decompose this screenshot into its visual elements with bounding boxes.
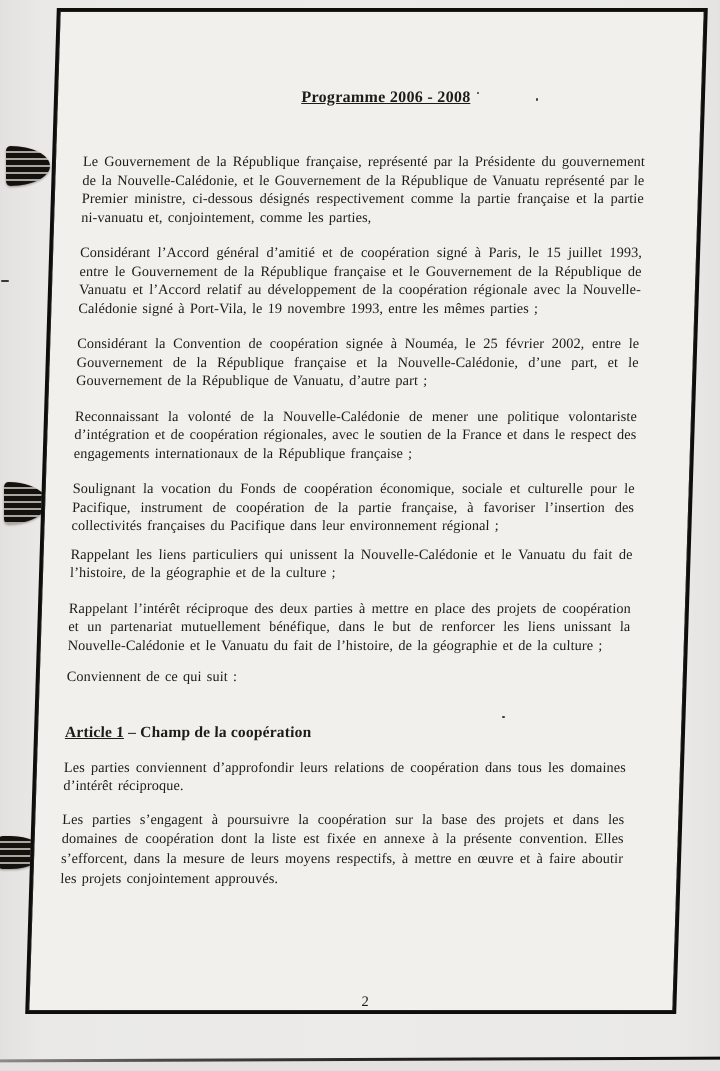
article-paragraph: Les parties conviennent d’approfondir leurs relations de coopération dans tous les domaines d’intérêt réciproque. bbox=[63, 759, 627, 794]
preamble-paragraph: Considérant l’Accord général d’amitié et de coopération signé à Paris, le 15 juillet 1993, entre le Gouvernement de la République française et le Gouvernement de la République de Vanuatu et l’Accord relatif au développement de la coopération régionale avec la Nouvelle-Calédonie signé à Port-Vila, le 19 novembre 1993, entre les mêmes parties ; bbox=[78, 245, 643, 317]
scan-speck bbox=[477, 92, 479, 94]
article-1-heading bbox=[65, 723, 628, 743]
preamble-paragraph: Rappelant l’intérêt réciproque des deux parties à mettre en place des projets de coopération et un partenariat mutuellement bénéfique, dans le but de renforcer les liens unissant la Nouvelle-Calédonie et le Vanuatu du fait de l’histoire, de la géographie et de la culture ; bbox=[67, 600, 632, 654]
preamble-paragraph: Le Gouvernement de la République française, représenté par la Présidente du gouvernement de la Nouvelle-Calédonie, et le Gouvernement de la République de Vanuatu représenté par le Premier ministre, ci-dessous désignés respectivement comme la partie française et la partie ni-vanuatu et, conjointement, comme les parties, bbox=[80, 154, 646, 226]
preamble-paragraph: Considérant la Convention de coopération signée à Nouméa, le 25 février 2002, entre le Gouvernement de la République française et la Nouvelle-Calédonie, d’une part, et le Gouvernement de la République de Vanuatu, d’autre part ; bbox=[75, 336, 640, 389]
preamble-paragraph: Reconnaissant la volonté de la Nouvelle-Calédonie de mener une politique volontariste d’intégration et de coopération régionales, avec le soutien de la France et dans le respect des engagements internationaux de la République française ; bbox=[73, 408, 638, 462]
article-1-title: – Champ de la coopération bbox=[123, 723, 312, 741]
article-paragraph: Les parties s’engagent à poursuivre la coopération sur la base des projets et dans les domaines de coopération dont la liste est fixée en annexe à la présente convention. Elles s’efforcent, dans la mesure de leurs moyens respectifs, à mettre en œuvre et à faire aboutir les projets conjointement approuvés. bbox=[60, 811, 625, 887]
preamble-paragraph: Conviennent de ce qui suit : bbox=[66, 669, 238, 685]
scan-speck bbox=[1, 280, 9, 282]
scan-speck bbox=[536, 98, 538, 101]
binding-clip-icon bbox=[6, 146, 50, 186]
article-1-label: Article 1 bbox=[64, 723, 125, 741]
preamble-paragraph: Rappelant les liens particuliers qui unissent la Nouvelle-Calédonie et le Vanuatu du fait de l’histoire, de la géographie et de la culture ; bbox=[69, 546, 633, 581]
document-sheet bbox=[25, 8, 708, 1014]
page-number: 2 bbox=[361, 994, 369, 1010]
document-title: Programme 2006 - 2008 bbox=[301, 89, 471, 106]
preamble-paragraph: Soulignant la vocation du Fonds de coopération économique, sociale et culturelle pour le Pacifique, instrument de coopération de la partie française, à favoriser l’insertion des collectivités françaises du Pacifique dans leur environnement régional ; bbox=[71, 481, 635, 534]
document-body bbox=[60, 8, 650, 890]
scan-speck bbox=[502, 716, 505, 718]
